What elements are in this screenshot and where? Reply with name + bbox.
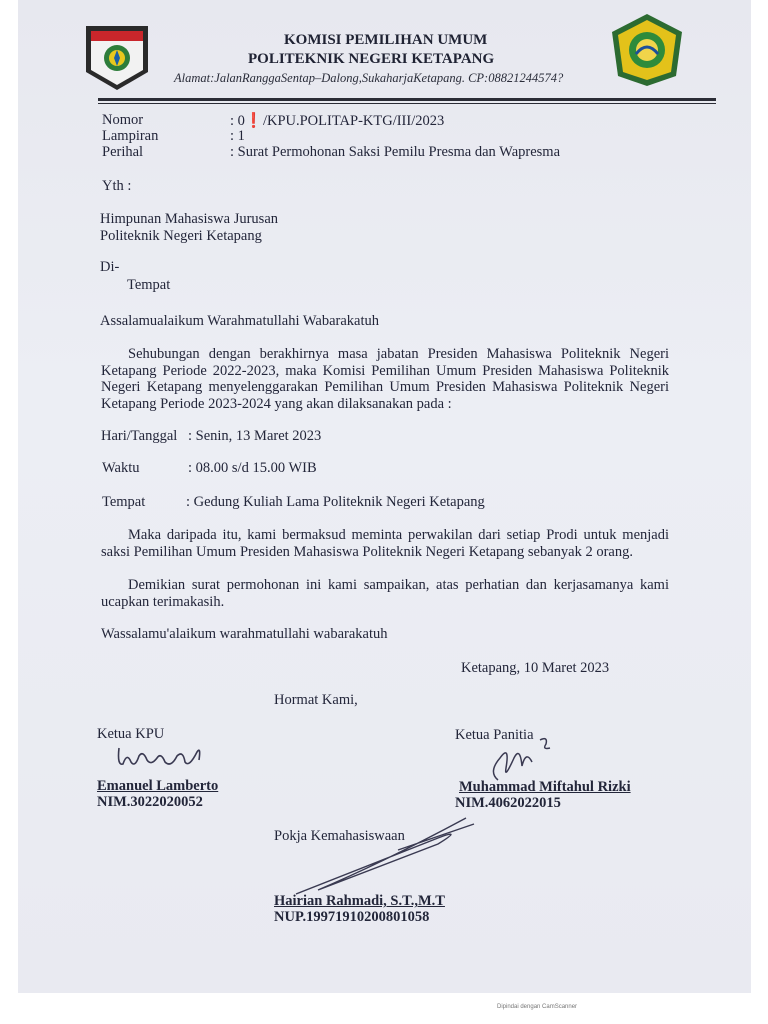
waktu-label: Waktu [102, 460, 140, 476]
kpu-logo-icon [78, 22, 156, 94]
header-rule-thick [98, 98, 716, 101]
left-signatory-name: Emanuel Lamberto [97, 778, 219, 794]
center-signatory-name: Hairian Rahmadi, S.T.,M.T [274, 893, 445, 909]
meta-lampiran-label: Lampiran [102, 128, 159, 144]
center-signatory-id: NUP.19971910200801058 [274, 909, 430, 925]
politap-logo-icon [606, 12, 688, 88]
tempat-value: : Gedung Kuliah Lama Politeknik Negeri Ketapang [186, 494, 485, 510]
recipient-tempat: Tempat [127, 277, 171, 293]
body-paragraph-3: Demikian surat permohonan ini kami sampaikan, atas perhatian dan kerjasamanya kami ucapkan terimakasih. [101, 577, 669, 610]
letterhead-address: Alamat:JalanRanggaSentap–Dalong,SukaharjaKetapang. CP:08821244574? [174, 71, 564, 85]
letterhead-title-1: KOMISI PEMILIHAN UMUM [284, 32, 488, 48]
hormat-kami: Hormat Kami, [274, 692, 358, 708]
greeting: Assalamualaikum Warahmatullahi Wabarakatuh [100, 313, 379, 329]
meta-nomor-label: Nomor [102, 112, 144, 128]
waktu-value: : 08.00 s/d 15.00 WIB [188, 460, 317, 476]
letter-paper [18, 0, 751, 993]
recipient-line1: Himpunan Mahasiswa Jurusan [100, 211, 279, 227]
left-signature-icon [113, 738, 213, 776]
recipient-di: Di- [100, 259, 120, 275]
right-signatory-name: Muhammad Miftahul Rizki [459, 779, 631, 795]
meta-nomor-value: : 0❗/KPU.POLITAP-KTG/III/2023 [230, 113, 445, 129]
hari-value: : Senin, 13 Maret 2023 [188, 428, 322, 444]
left-signatory-role: Ketua KPU [97, 726, 165, 742]
left-signatory-id: NIM.3022020052 [97, 794, 203, 810]
hari-label: Hari/Tanggal [101, 428, 178, 444]
body-paragraph-2: Maka daripada itu, kami bermaksud meminta perwakilan dari setiap Prodi untuk menjadi saksi Pemilihan Umum Presiden Mahasiswa Politeknik Negeri Ketapang sebanyak 2 orang. [101, 527, 669, 560]
recipient-line2: Politeknik Negeri Ketapang [100, 228, 262, 244]
scanner-footer: Dipindai dengan CamScanner [497, 1004, 578, 1010]
meta-lampiran-value: : 1 [230, 128, 245, 144]
closing-greeting: Wassalamu'alaikum warahmatullahi wabarakatuh [101, 626, 388, 642]
header-rule-thin [98, 103, 716, 104]
date-place: Ketapang, 10 Maret 2023 [461, 660, 610, 676]
body-paragraph-1: Sehubungan dengan berakhirnya masa jabatan Presiden Mahasiswa Politeknik Negeri Ketapang Periode 2022-2023, maka Komisi Pemilihan Umum Presiden Mahasiswa Politeknik Negeri Ketapang menyelenggarakan Pemilihan Umum Presiden Mahasiswa Politeknik Negeri Ketapang Periode 2023-2024 yang akan dilaksanakan pada : [101, 346, 669, 412]
meta-perihal-label: Perihal [102, 144, 144, 160]
center-signature-icon [288, 810, 478, 900]
center-signatory-role: Pokja Kemahasiswaan [274, 828, 405, 844]
right-signatory-id: NIM.4062022015 [455, 795, 561, 811]
tempat-label: Tempat [102, 494, 146, 510]
right-signatory-role: Ketua Panitia [455, 727, 534, 743]
meta-perihal-value: : Surat Permohonan Saksi Pemilu Presma dan Wapresma [230, 144, 561, 160]
recipient-yth: Yth : [102, 178, 132, 194]
letterhead-title-2: POLITEKNIK NEGERI KETAPANG [248, 51, 495, 67]
